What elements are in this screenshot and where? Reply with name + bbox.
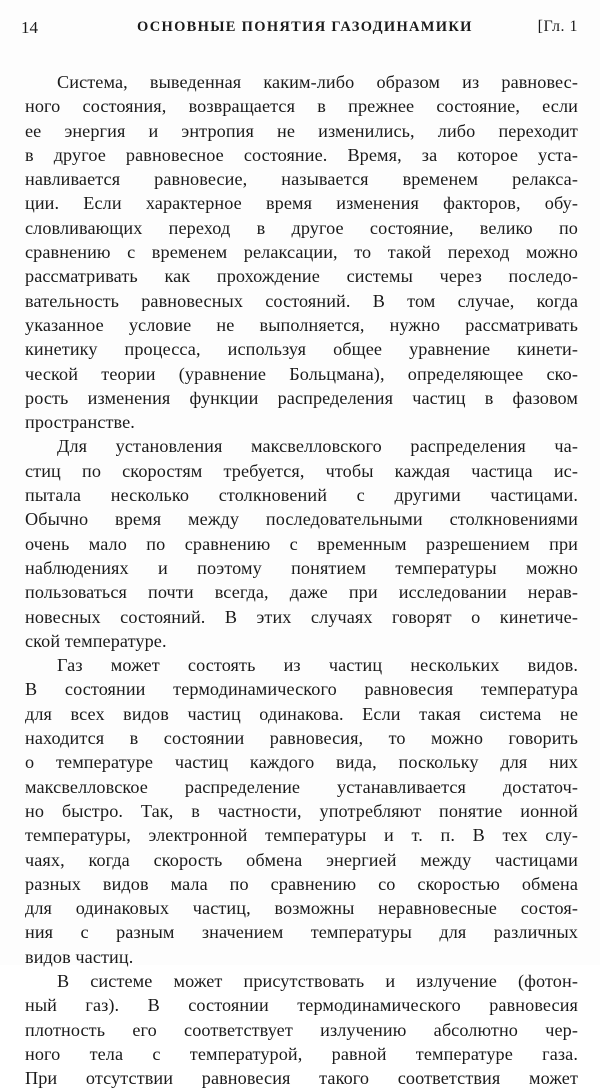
text-line: температуры, электронной температуры и т. п. В тех слу- [25, 825, 578, 846]
text-line: о температуре частиц каждого вида, поскольку для них [25, 752, 578, 773]
paragraph [25, 969, 578, 1090]
text-line: Обычно время между последовательными столкновениями [25, 509, 578, 530]
text-line: видов частиц. [25, 946, 134, 967]
text-line: плотность его соответствует излучению абсолютно чер- [25, 1019, 578, 1040]
text-line: рассматривать как прохождение системы через последо- [25, 266, 578, 287]
text-line: пространстве. [25, 412, 135, 433]
text-line: ческой теории (уравнение Больцмана), определяющее ско- [25, 363, 578, 384]
text-line: Газ может состоять из частиц нескольких видов. [57, 655, 578, 676]
paragraph [25, 434, 578, 653]
text-line: ской температуре. [25, 630, 167, 651]
text-line: стиц по скоростям требуется, чтобы каждая частица ис- [25, 460, 578, 481]
text-line: чаях, когда скорость обмена энергией между частицами [25, 849, 578, 870]
text-line: разных видов мала по сравнению со скоростью обмена [25, 873, 578, 894]
text-line: новесных состояний. В этих случаях говорят о кинетиче- [25, 606, 578, 627]
text-line: для одинаковых частиц, возможны неравновесные состоя- [25, 898, 578, 919]
text-line: Для установления максвелловского распределения ча- [57, 436, 578, 457]
text-line: пользоваться почти всегда, даже при исследовании нерав- [25, 582, 578, 603]
text-line: ции. Если характерное время изменения факторов, обу- [25, 193, 578, 214]
text-line: ный газ). В состоянии термодинамического равновесия [25, 995, 578, 1016]
text-line: в другое равновесное состояние. Время, за которое уста- [25, 144, 578, 165]
paragraph [25, 70, 578, 434]
page-body [25, 70, 578, 1090]
text-line: максвелловское распределение устанавливается достаточ- [25, 776, 578, 797]
text-line: навливается равновесие, называется временем релакса- [25, 169, 578, 190]
text-line: ния с разным значением температуры для различных [25, 922, 578, 943]
text-line: но быстро. Так, в частности, употребляют понятие ионной [25, 800, 578, 821]
text-line: кинетику процесса, используя общее уравнение кинети- [25, 339, 578, 360]
page-number: 14 [21, 18, 38, 37]
text-line: словливающих переход в другое состояние, велико по [25, 217, 578, 238]
text-line: для всех видов частиц одинакова. Если такая система не [25, 703, 578, 724]
text-line: находится в состоянии равновесия, то можно говорить [25, 728, 578, 749]
text-line: вательность равновесных состояний. В том случае, когда [25, 290, 578, 311]
text-line: ного состояния, возвращается в прежнее состояние, если [25, 96, 578, 117]
running-title: ОСНОВНЫЕ ПОНЯТИЯ ГАЗОДИНАМИКИ [137, 19, 473, 35]
paragraph [25, 653, 578, 969]
text-line: При отсутствии равновесия такого соответствия может [25, 1068, 578, 1089]
chapter-reference: [Гл. 1 [537, 18, 578, 35]
text-line: наблюдениях и поэтому понятием температуры можно [25, 557, 578, 578]
text-line: рость изменения функции распределения частиц в фазовом [25, 387, 578, 408]
text-line: очень мало по сравнению с временным разрешением при [25, 533, 578, 554]
text-line: ее энергия и энтропия не изменились, либо переходит [25, 120, 578, 141]
text-line: ного тела с температурой, равной температуре газа. [25, 1043, 578, 1064]
running-head [21, 18, 578, 40]
text-line: В состоянии термодинамического равновесия температура [25, 679, 578, 700]
text-line: В системе может присутствовать и излучение (фотон- [57, 970, 578, 991]
text-line: указанное условие не выполняется, нужно рассматривать [25, 314, 578, 335]
text-line: пытала несколько столкновений с другими частицами. [25, 485, 578, 506]
text-line: сравнению с временем релаксации, то такой переход можно [25, 242, 578, 263]
text-line: Система, выведенная каким-либо образом из равновес- [57, 72, 578, 92]
